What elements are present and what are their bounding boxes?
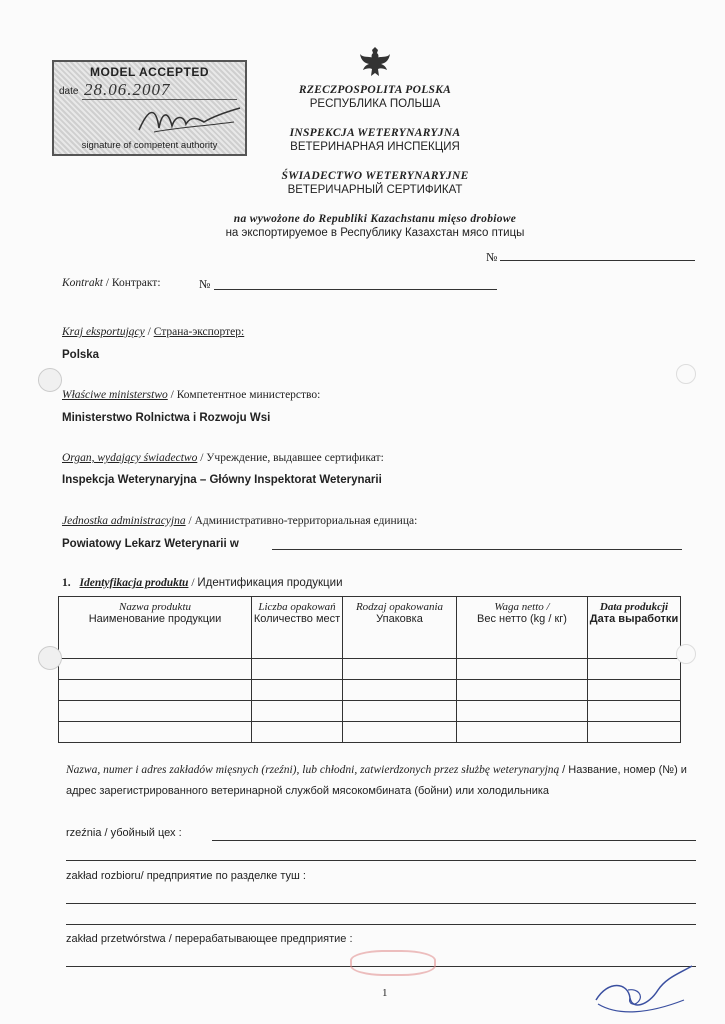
- cutting-plant-label: zakład rozbioru/ предприятие по разделке туш :: [66, 870, 306, 882]
- ministry-label-ru: Компетентное министерство:: [176, 389, 321, 401]
- exporting-country-value: Polska: [62, 349, 100, 361]
- table-cell[interactable]: [343, 680, 457, 701]
- contract-label-pl: Kontrakt: [62, 277, 103, 289]
- section1-title-pl: Identyfikacja produktu: [79, 577, 189, 589]
- establishments-intro-ru: / Название, номер (№) и адрес зарегистрированного ветеринарной службой мясокомбината (бойни) или холодильника: [66, 764, 687, 797]
- ministry-label-pl: Właściwe ministerstwo: [62, 389, 168, 401]
- col-package-count-pl: Liczba opakowań: [258, 601, 336, 613]
- table-cell[interactable]: [59, 722, 252, 743]
- issuing-organ-label: [62, 452, 384, 464]
- product-table-header-row: [59, 597, 681, 659]
- exporting-country-label: [62, 326, 244, 338]
- punch-hole-icon: [676, 644, 696, 664]
- slaughterhouse-field-2[interactable]: [66, 860, 696, 861]
- contract-label-ru: Контракт:: [111, 277, 161, 289]
- inspection-pl: INSPEKCJA WETERYNARYJNA: [289, 127, 461, 139]
- table-cell[interactable]: [457, 680, 588, 701]
- table-row: [59, 701, 681, 722]
- col-net-weight-pl: Waga netto /: [494, 601, 550, 613]
- col-package-type: [343, 597, 457, 659]
- certificate-title-pl: ŚWIADECTWO WETERYNARYJNE: [281, 170, 469, 182]
- contract-number-field[interactable]: [214, 289, 497, 290]
- slaughterhouse-label: rzeźnia / убойный цех :: [66, 827, 182, 839]
- section1-sep: /: [191, 577, 195, 589]
- stamp-title: MODEL ACCEPTED: [89, 65, 209, 79]
- punch-hole-icon: [38, 368, 62, 392]
- country-ru: РЕСПУБЛИКА ПОЛЬША: [309, 98, 441, 110]
- table-row: [59, 680, 681, 701]
- table-cell[interactable]: [59, 701, 252, 722]
- ministry-sep: /: [170, 389, 174, 401]
- col-net-weight: [457, 597, 588, 659]
- admin-unit-field[interactable]: [272, 549, 682, 550]
- table-cell[interactable]: [252, 701, 343, 722]
- col-production-date-pl: Data produkcji: [599, 601, 669, 613]
- col-product-name-pl: Nazwa produktu: [118, 601, 191, 613]
- admin-unit-label-ru: Административно-территориальная единица:: [194, 515, 418, 527]
- punch-hole-icon: [38, 646, 62, 670]
- contract-sep: /: [105, 277, 109, 289]
- page-number: 1: [382, 987, 388, 999]
- table-cell[interactable]: [457, 701, 588, 722]
- col-net-weight-ru: Вес нетто (kg / кг): [477, 613, 567, 625]
- exporting-country-label-ru: Страна-экспортер:: [153, 326, 245, 338]
- table-cell[interactable]: [588, 680, 681, 701]
- col-product-name: [59, 597, 252, 659]
- col-package-type-pl: Rodzaj opakowania: [355, 601, 444, 613]
- issuing-organ-label-pl: Organ, wydający świadectwo: [62, 452, 198, 464]
- punch-hole-icon: [676, 364, 696, 384]
- ministry-label: [62, 389, 320, 401]
- country-pl: RZECZPOSPOLITA POLSKA: [298, 84, 452, 96]
- table-cell[interactable]: [588, 722, 681, 743]
- certificate-number-field[interactable]: [500, 260, 695, 261]
- stamp-date-label: date: [59, 86, 79, 97]
- col-package-type-ru: Упаковка: [376, 613, 423, 625]
- section1-title-ru: Идентификация продукции: [197, 577, 343, 589]
- establishments-intro: [66, 760, 698, 802]
- table-cell[interactable]: [457, 722, 588, 743]
- cutting-plant-field-2[interactable]: [66, 924, 696, 925]
- inspection-ru: ВЕТЕРИНАРНАЯ ИНСПЕКЦИЯ: [290, 141, 460, 153]
- eagle-emblem-icon: [358, 46, 392, 80]
- table-cell[interactable]: [59, 659, 252, 680]
- table-cell[interactable]: [343, 659, 457, 680]
- red-seal-stamp: [350, 950, 436, 976]
- table-cell[interactable]: [59, 680, 252, 701]
- admin-unit-label: [62, 515, 417, 527]
- col-production-date: [588, 597, 681, 659]
- admin-unit-label-pl: Jednostka administracyjna: [62, 515, 186, 527]
- col-production-date-ru: Дата выработки: [589, 613, 679, 625]
- admin-unit-value: Powiatowy Lekarz Weterynarii w: [62, 538, 239, 550]
- table-cell[interactable]: [588, 701, 681, 722]
- table-cell[interactable]: [457, 659, 588, 680]
- subject-pl: na wywożone do Republiki Kazachstanu mięso drobiowe: [233, 213, 517, 225]
- table-row: [59, 659, 681, 680]
- table-cell[interactable]: [343, 722, 457, 743]
- table-cell[interactable]: [343, 701, 457, 722]
- table-row: [59, 722, 681, 743]
- contract-label: [62, 277, 161, 289]
- stamp-authority: signature of competent authority: [81, 140, 218, 151]
- processing-plant-label: zakład przetwórstwa / перерабатывающее предприятие :: [66, 933, 353, 945]
- product-table: [58, 596, 681, 743]
- subject-ru: на экспортируемое в Республику Казахстан мясо птицы: [225, 227, 525, 239]
- issuing-organ-label-ru: Учреждение, выдавшее сертификат:: [206, 452, 384, 464]
- slaughterhouse-field[interactable]: [212, 840, 696, 841]
- stamp-date-value: 28.06.2007: [84, 80, 171, 99]
- table-cell[interactable]: [588, 659, 681, 680]
- certificate-title-ru: ВЕТЕРИЧАРНЫЙ СЕРТИФИКАТ: [287, 184, 463, 196]
- exporting-country-label-pl: Kraj eksportujący: [62, 326, 145, 338]
- signature-icon: [588, 960, 698, 1020]
- certificate-number-label: №: [486, 250, 498, 264]
- cutting-plant-field[interactable]: [66, 903, 696, 904]
- table-cell[interactable]: [252, 680, 343, 701]
- issuing-organ-value: Inspekcja Weterynaryjna – Główny Inspektorat Weterynarii: [62, 474, 382, 486]
- table-cell[interactable]: [252, 659, 343, 680]
- exporting-country-sep: /: [147, 326, 151, 338]
- table-cell[interactable]: [252, 722, 343, 743]
- contract-no-label: №: [199, 277, 211, 291]
- col-package-count-ru: Количество мест: [253, 613, 341, 625]
- establishments-intro-pl: Nazwa, numer i adres zakładów mięsnych (rzeźni), lub chłodni, zatwierdzonych przez służbę weterynaryjną: [66, 764, 560, 776]
- issuing-organ-sep: /: [200, 452, 204, 464]
- section1-number: 1.: [62, 577, 71, 589]
- col-product-name-ru: Наименование продукции: [88, 613, 222, 625]
- col-package-count: [252, 597, 343, 659]
- ministry-value: Ministerstwo Rolnictwa i Rozwoju Wsi: [62, 412, 271, 424]
- admin-unit-sep: /: [188, 515, 192, 527]
- section1-heading: [62, 577, 343, 589]
